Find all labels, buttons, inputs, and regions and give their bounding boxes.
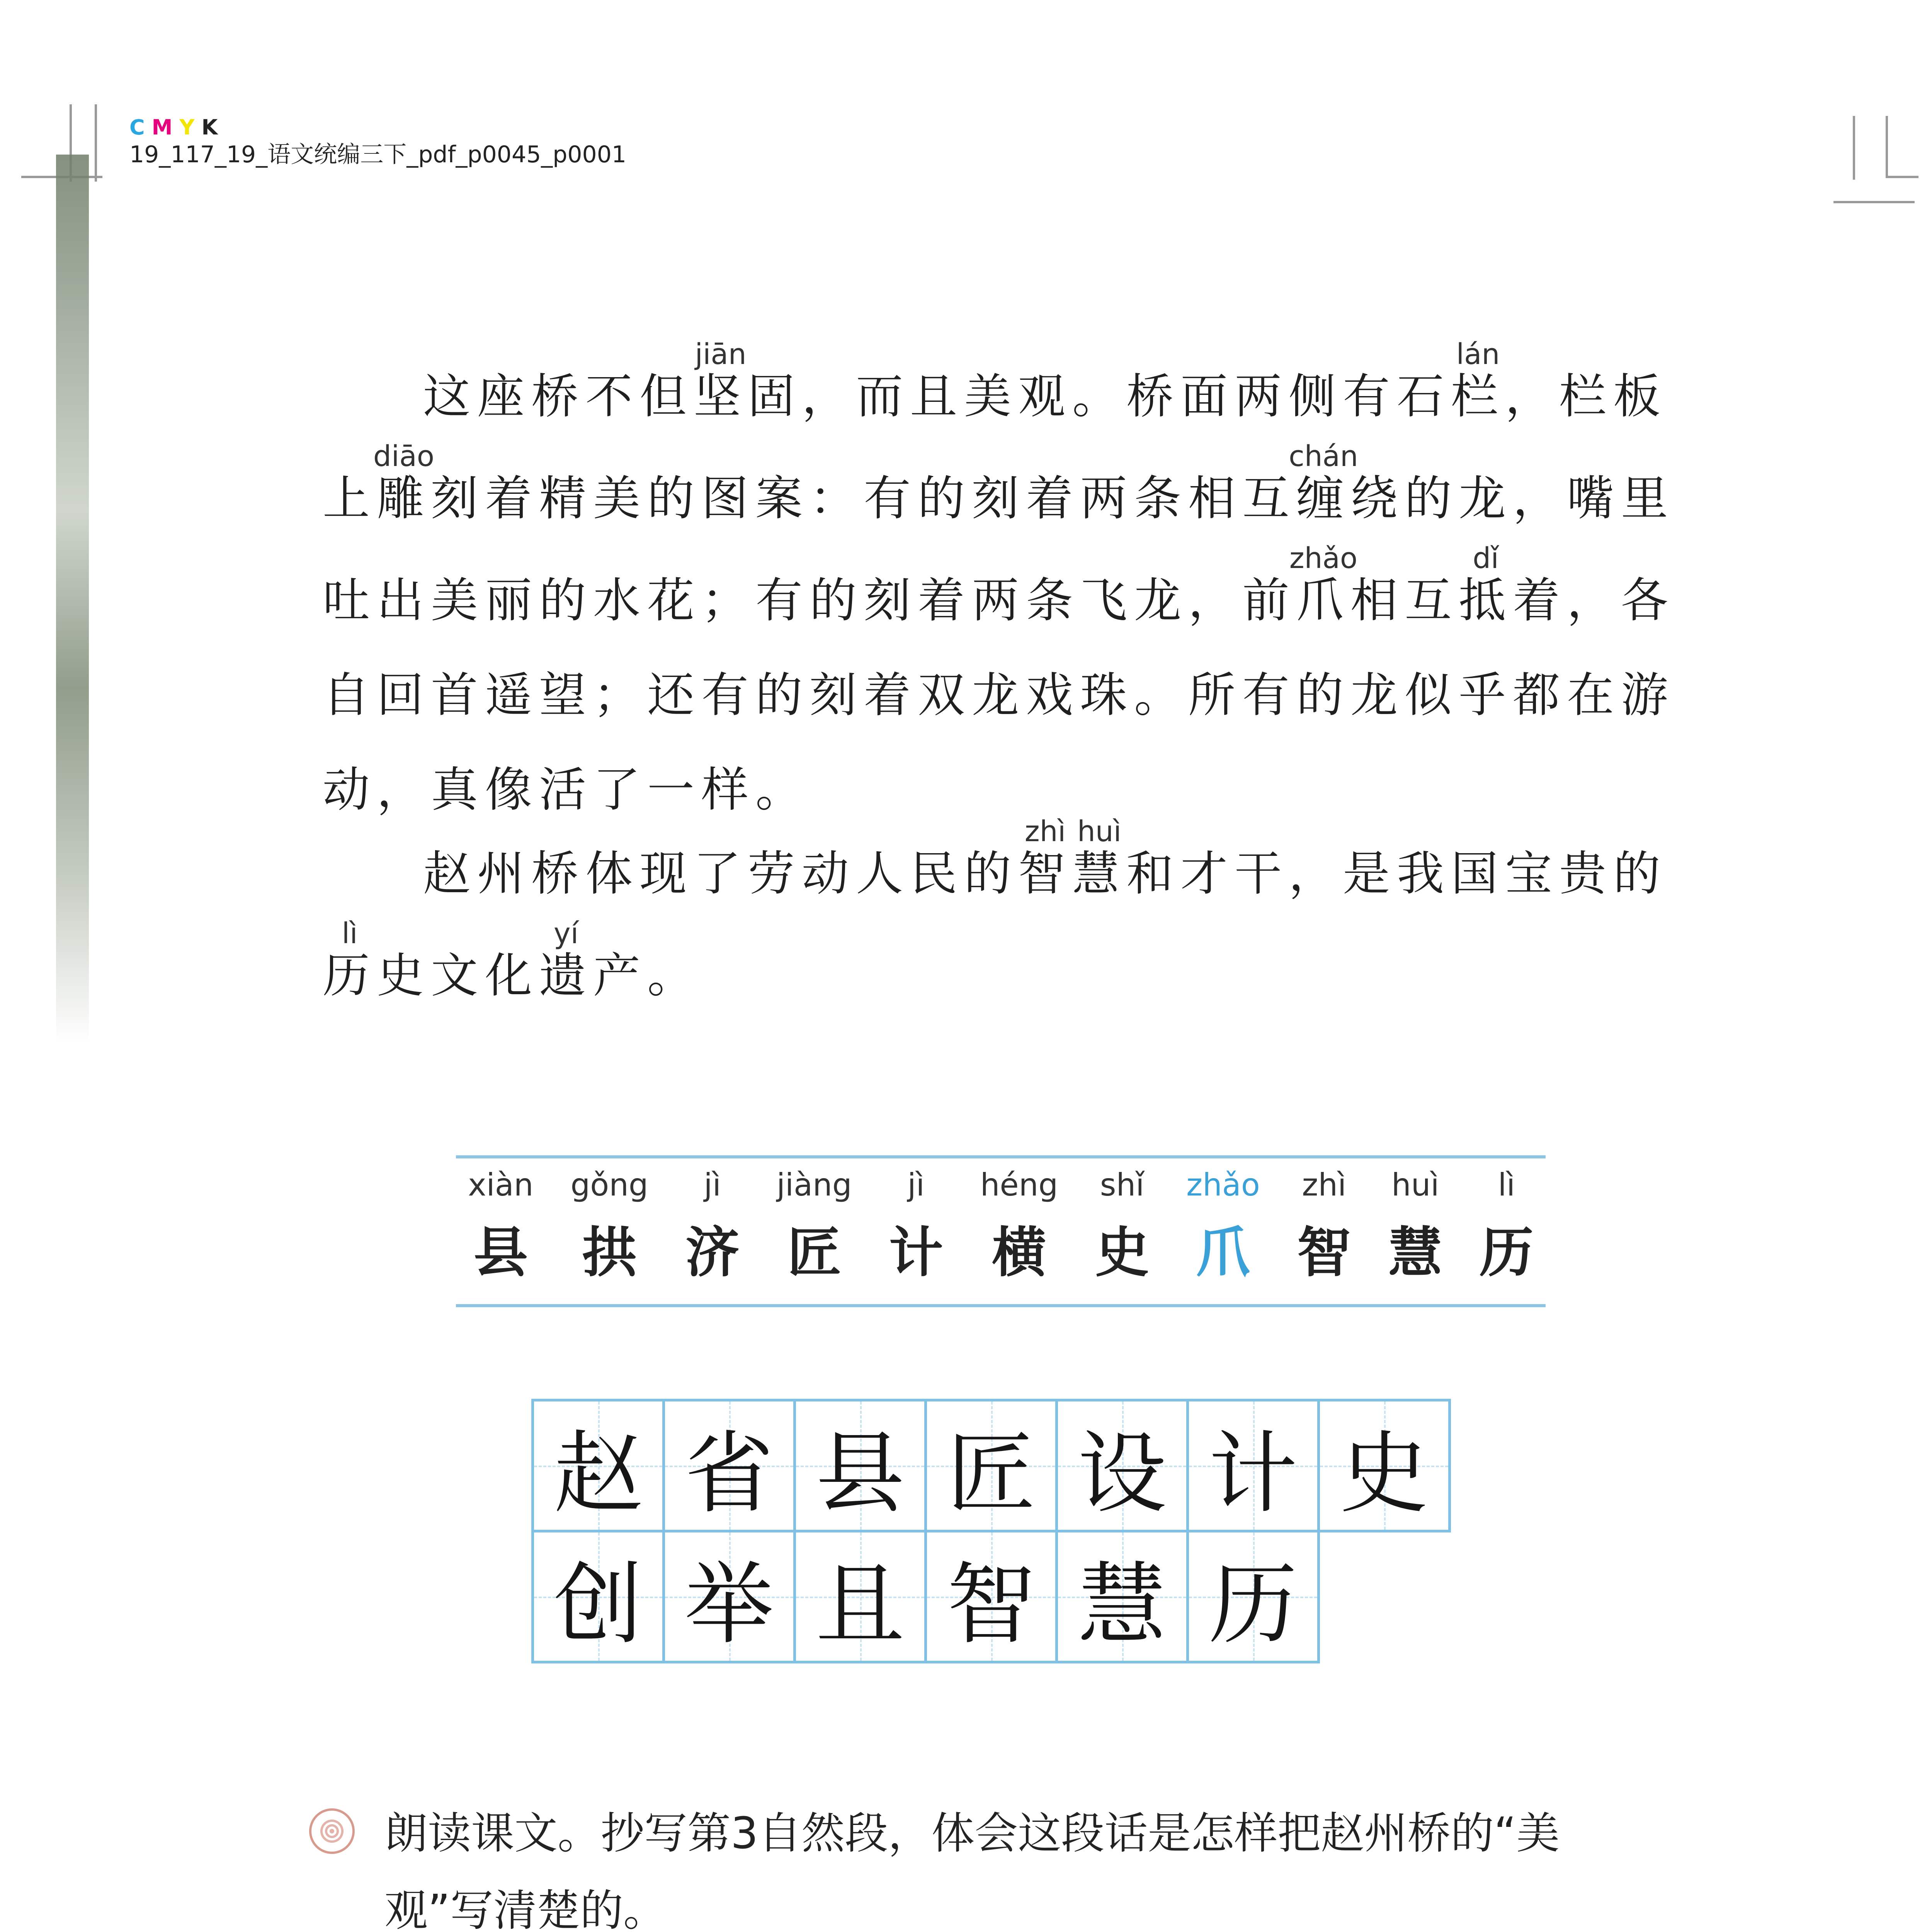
para1-line-3 bbox=[323, 542, 1714, 648]
pinyin-char bbox=[539, 917, 593, 1003]
grid-char: 史 bbox=[1339, 1422, 1429, 1526]
pinyin: zhǎo bbox=[1289, 542, 1358, 575]
pinyin-char bbox=[1289, 440, 1358, 526]
text-run: 和才干，是我国宝贵的 bbox=[1126, 846, 1667, 901]
grid-char: 赵 bbox=[553, 1422, 643, 1526]
grid-char: 智 bbox=[946, 1553, 1036, 1656]
grid-char: 县 bbox=[815, 1422, 905, 1526]
hanzi: 栏 bbox=[1451, 369, 1505, 424]
grid-char: 慧 bbox=[1077, 1553, 1167, 1656]
writing-grid-row-2 bbox=[531, 1530, 1448, 1663]
text-run: 上 bbox=[323, 471, 377, 526]
exercise-1 bbox=[384, 1795, 1721, 1932]
new-char-item-highlighted bbox=[1186, 1167, 1260, 1287]
new-char-hanzi: 拱 bbox=[582, 1221, 637, 1284]
text-run: 自回首遥望；还有的刻着双龙戏珠。所有的龙似乎都在游 bbox=[323, 668, 1675, 723]
new-char-item bbox=[685, 1167, 740, 1287]
text-run: 这座桥不但 bbox=[423, 369, 694, 424]
exercise-1-line-1: 朗读课文。抄写第3自然段，体会这段话是怎样把赵州桥的“美 bbox=[384, 1808, 1560, 1859]
para2-line-2 bbox=[323, 917, 1714, 1023]
new-char-pinyin: jì bbox=[907, 1167, 925, 1203]
pinyin-char bbox=[373, 440, 435, 526]
vocab-bottom-rule bbox=[456, 1304, 1546, 1307]
grid-cell bbox=[924, 1399, 1058, 1532]
pinyin: chán bbox=[1289, 440, 1358, 473]
hanzi: 历 bbox=[323, 948, 377, 1003]
new-char-item bbox=[570, 1167, 648, 1287]
grid-char: 创 bbox=[553, 1553, 643, 1656]
grid-cell bbox=[531, 1399, 665, 1532]
grid-char: 举 bbox=[684, 1553, 774, 1656]
text-run: 刻着精美的图案：有的刻着两条相互 bbox=[431, 471, 1296, 526]
text-run: 吐出美丽的水花；有的刻着两条飞龙，前 bbox=[323, 573, 1296, 628]
grid-cell bbox=[1186, 1530, 1320, 1663]
pinyin-char bbox=[1072, 815, 1126, 901]
writing-grid-row-1 bbox=[531, 1399, 1448, 1532]
hanzi: 缠 bbox=[1289, 471, 1358, 526]
crop-mark-tr-h2 bbox=[1833, 201, 1915, 203]
cmyk-m: M bbox=[151, 115, 180, 139]
grid-char: 设 bbox=[1077, 1422, 1167, 1526]
new-char-hanzi: 计 bbox=[889, 1221, 943, 1284]
grid-char: 且 bbox=[815, 1553, 905, 1656]
new-char-item bbox=[980, 1167, 1058, 1287]
grid-cell bbox=[1317, 1399, 1451, 1532]
text-run: 史文化 bbox=[377, 948, 539, 1003]
pinyin-char bbox=[323, 917, 377, 1003]
grid-cell bbox=[1186, 1399, 1320, 1532]
pinyin: dǐ bbox=[1459, 542, 1513, 575]
new-char-pinyin: xiàn bbox=[468, 1167, 534, 1203]
new-char-item bbox=[1388, 1167, 1442, 1287]
hanzi: 坚 bbox=[694, 369, 748, 424]
new-char-item bbox=[1297, 1167, 1351, 1287]
passage-paragraph-2 bbox=[323, 815, 1714, 1023]
new-char-pinyin: huì bbox=[1391, 1167, 1439, 1203]
pinyin: lì bbox=[323, 917, 377, 950]
text-run: 产。 bbox=[593, 948, 701, 1003]
new-char-hanzi: 慧 bbox=[1388, 1221, 1442, 1284]
crop-mark-tr-v2 bbox=[1886, 116, 1888, 178]
pinyin: yí bbox=[539, 917, 593, 950]
pinyin: lán bbox=[1451, 338, 1505, 371]
new-char-pinyin: shǐ bbox=[1100, 1167, 1145, 1203]
hanzi: 遗 bbox=[539, 948, 593, 1003]
hanzi: 雕 bbox=[373, 471, 435, 526]
grid-cell bbox=[531, 1530, 665, 1663]
grid-cell bbox=[924, 1530, 1058, 1663]
decorative-photo-strip bbox=[56, 155, 89, 1043]
new-char-hanzi: 县 bbox=[473, 1221, 528, 1284]
new-char-pinyin: jì bbox=[704, 1167, 721, 1203]
vocab-top-rule bbox=[456, 1155, 1546, 1158]
cmyk-k: K bbox=[201, 115, 225, 139]
exercise-1-line-2: 观”写清楚的。 bbox=[384, 1886, 667, 1932]
pinyin: huì bbox=[1072, 815, 1126, 848]
pinyin-char bbox=[1289, 542, 1358, 628]
para1-line-1 bbox=[323, 338, 1714, 444]
new-characters-list bbox=[456, 1167, 1546, 1287]
para1-line-2 bbox=[323, 440, 1714, 546]
para2-line-1 bbox=[323, 815, 1714, 921]
pinyin: jiān bbox=[694, 338, 748, 371]
new-char-pinyin: jiàng bbox=[776, 1167, 852, 1203]
new-char-pinyin: lì bbox=[1498, 1167, 1515, 1203]
grid-cell bbox=[1055, 1530, 1189, 1663]
pinyin: zhì bbox=[1018, 815, 1072, 848]
text-run: 绕的龙，嘴里 bbox=[1350, 471, 1675, 526]
new-char-pinyin: zhì bbox=[1302, 1167, 1347, 1203]
pinyin: diāo bbox=[373, 440, 435, 473]
new-char-item bbox=[889, 1167, 943, 1287]
crop-mark-tr-h bbox=[1886, 176, 1918, 178]
pinyin-char bbox=[1459, 542, 1513, 628]
writing-grid bbox=[531, 1399, 1448, 1663]
new-char-hanzi: 智 bbox=[1297, 1221, 1351, 1284]
grid-cell bbox=[662, 1530, 796, 1663]
hanzi: 爪 bbox=[1289, 573, 1358, 628]
grid-char: 历 bbox=[1208, 1553, 1298, 1656]
new-char-pinyin: gǒng bbox=[570, 1167, 648, 1203]
grid-cell bbox=[1055, 1399, 1189, 1532]
hanzi: 慧 bbox=[1072, 846, 1126, 901]
grid-cell bbox=[793, 1399, 927, 1532]
file-name: 19_117_19_语文统编三下_pdf_p0045_p0001 bbox=[129, 141, 627, 168]
new-char-hanzi: 济 bbox=[685, 1221, 740, 1284]
pinyin-char bbox=[694, 338, 748, 424]
new-char-pinyin: zhǎo bbox=[1186, 1167, 1260, 1203]
crop-mark-tr-v1 bbox=[1853, 116, 1855, 180]
new-char-item bbox=[1480, 1167, 1534, 1287]
text-run: 动，真像活了一样。 bbox=[323, 762, 810, 817]
hanzi: 智 bbox=[1018, 846, 1072, 901]
text-run: 赵州桥体现了劳动人民的 bbox=[423, 846, 1018, 901]
new-char-hanzi: 横 bbox=[992, 1221, 1046, 1284]
new-char-hanzi: 历 bbox=[1479, 1221, 1534, 1284]
new-char-item bbox=[777, 1167, 852, 1287]
text-run: ，栏板 bbox=[1505, 369, 1667, 424]
new-char-hanzi: 爪 bbox=[1196, 1221, 1250, 1284]
pinyin-char bbox=[1451, 338, 1505, 424]
text-run: 着，各 bbox=[1513, 573, 1675, 628]
cmyk-y: Y bbox=[179, 115, 202, 139]
pinyin-char bbox=[1018, 815, 1072, 901]
text-run: 相互 bbox=[1350, 573, 1459, 628]
crop-mark-tl-v2 bbox=[95, 104, 97, 182]
grid-char: 匠 bbox=[946, 1422, 1036, 1526]
new-char-hanzi: 史 bbox=[1095, 1221, 1150, 1284]
grid-char: 计 bbox=[1208, 1422, 1298, 1526]
text-run: 固，而且美观。桥面两侧有石 bbox=[748, 369, 1451, 424]
new-char-item bbox=[1095, 1167, 1149, 1287]
para1-line-4 bbox=[323, 648, 1714, 743]
grid-cell bbox=[662, 1399, 796, 1532]
passage-paragraph-1 bbox=[323, 338, 1714, 837]
grid-cell bbox=[793, 1530, 927, 1663]
cmyk-c: C bbox=[129, 115, 152, 139]
exercise-bullet-icon bbox=[309, 1808, 355, 1854]
grid-char: 省 bbox=[684, 1422, 774, 1526]
new-char-hanzi: 匠 bbox=[787, 1221, 842, 1284]
hanzi: 抵 bbox=[1459, 573, 1513, 628]
new-char-pinyin: héng bbox=[980, 1167, 1058, 1203]
new-char-item bbox=[468, 1167, 533, 1287]
